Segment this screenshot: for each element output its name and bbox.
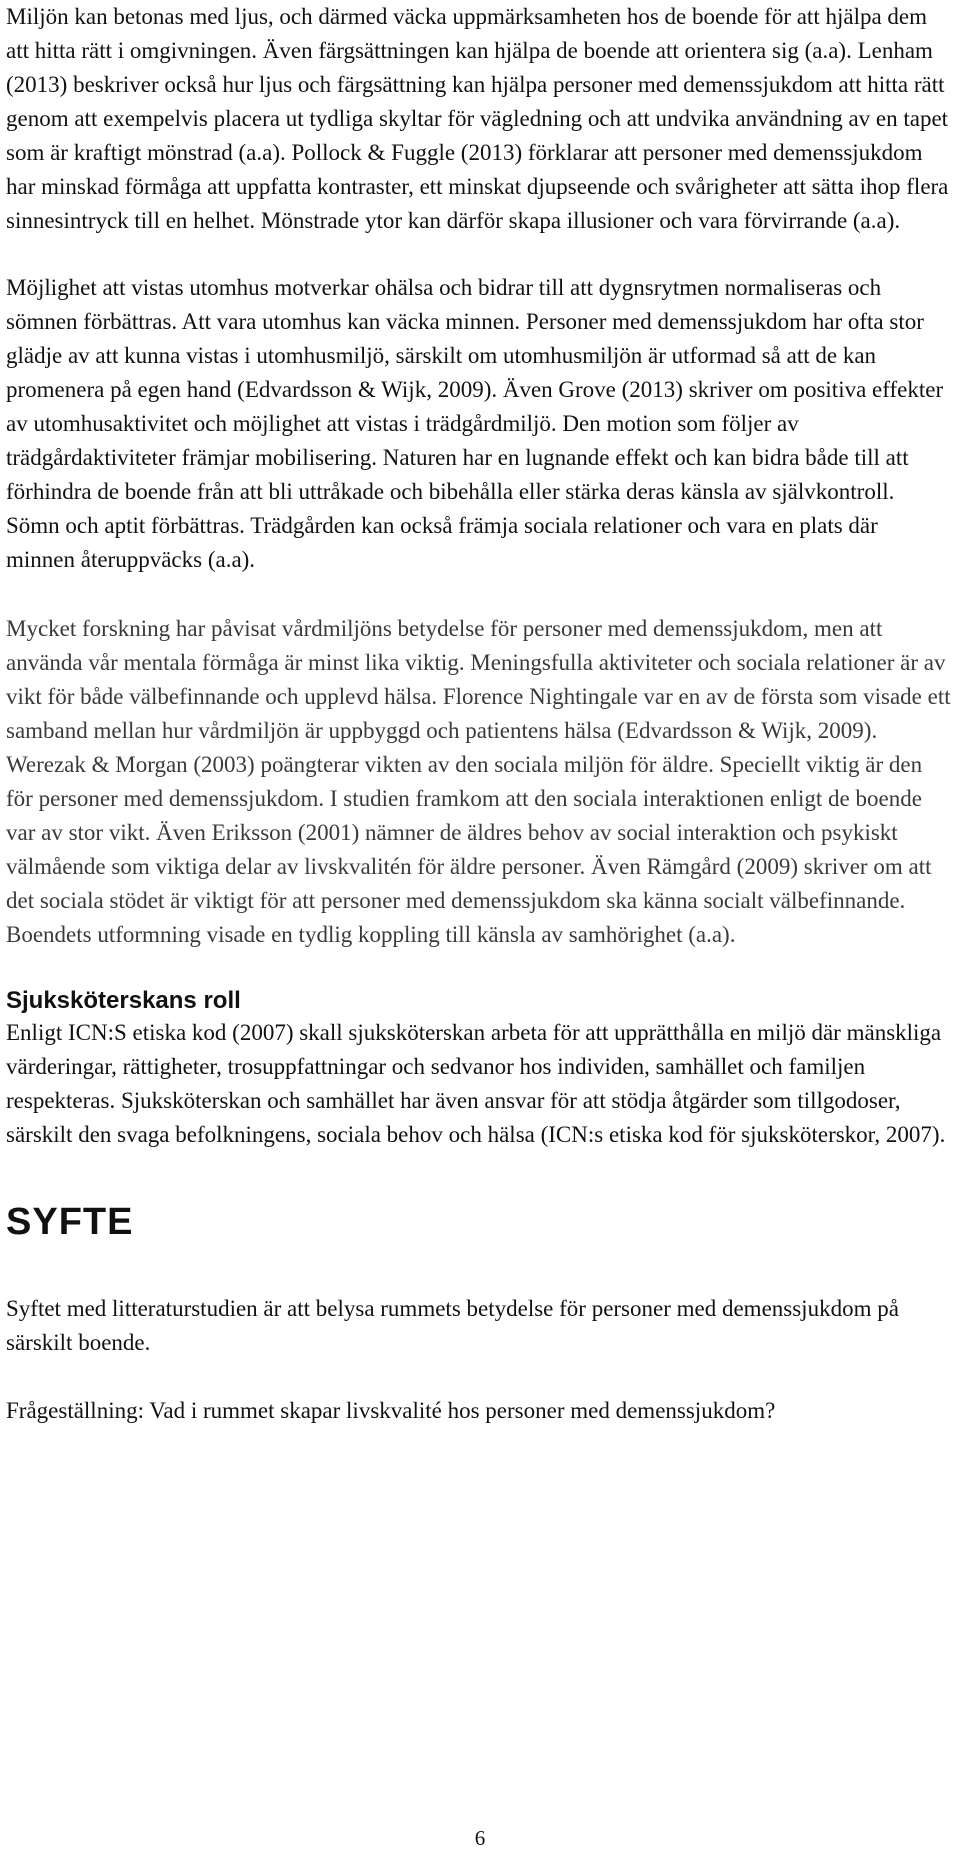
- subheading-nurse-role: Sjuksköterskans roll: [6, 987, 241, 1014]
- paragraph-research-question: Frågeställning: Vad i rummet skapar livskvalité hos personer med demenssjukdom?: [6, 1398, 776, 1423]
- document-body: [6, 0, 952, 1428]
- paragraph-lighting-colour: Miljön kan betonas med ljus, och därmed väcka uppmärksamheten hos de boende för att hjälpa dem att hitta rätt i omgivningen. Även färgsättningen kan hjälpa de boende att orientera sig (a.a). Lenham (2013) beskriver också hur ljus och färgsättning kan hjälpa personer med demenssjukdom att hitta rätt genom att exempelvis placera ut tydliga skyltar för vägledning och att undvika användning av en tapet som är kraftigt mönstrad (a.a). Pollock & Fuggle (2013) förklarar att personer med demenssjukdom har minskad förmåga att uppfatta kontraster, ett minskat djupseende och svårigheter att sätta ihop flera sinnesintryck till en helhet. Mönstrade ytor kan därför skapa illusioner och vara förvirrande (a.a).: [6, 4, 949, 233]
- paragraph-aim: Syftet med litteraturstudien är att belysa rummets betydelse för personer med demenssjukdom på särskilt boende.: [6, 1296, 899, 1355]
- paragraph-social-environment: Mycket forskning har påvisat vårdmiljöns betydelse för personer med demenssjukdom, men att använda vår mentala förmåga är minst lika viktig. Meningsfulla aktiviteter och sociala relationer är av vikt för både välbefinnande och upplevd hälsa. Florence Nightingale var en av de första som visade ett samband mellan hur vårdmiljön är uppbyggd och patientens hälsa (Edvardsson & Wijk, 2009). Werezak & Morgan (2003) poängterar vikten av den sociala miljön för äldre. Speciellt viktig är den för personer med demenssjukdom. I studien framkom att den sociala interaktionen enligt de boende var av stor vikt. Även Eriksson (2001) nämner de äldres behov av social interaktion och psykiskt välmående som viktiga delar av livskvalitén för äldre personer. Även Rämgård (2009) skriver om att det sociala stödet är viktigt för att personer med demenssjukdom ska känna socialt välbefinnande. Boendets utformning visade en tydlig koppling till känsla av samhörighet (a.a).: [6, 616, 951, 947]
- paragraph-outdoor-environment: Möjlighet att vistas utomhus motverkar ohälsa och bidrar till att dygnsrytmen normaliseras och sömnen förbättras. Att vara utomhus kan väcka minnen. Personer med demenssjukdom har ofta stor glädje av att kunna vistas i utomhusmiljö, särskilt om utomhusmiljön är utformad så att de kan promenera på egen hand (Edvardsson & Wijk, 2009). Även Grove (2013) skriver om positiva effekter av utomhusaktivitet och möjlighet att vistas i trädgårdmiljö. Den motion som följer av trädgårdaktiviteter främjar mobilisering. Naturen har en lugnande effekt och kan bidra både till att förhindra de boende från att bli uttråkade och bibehålla eller stärka deras känsla av självkontroll. Sömn och aptit förbättras. Trädgården kan också främja sociala relationer och vara en plats där minnen återuppväcks (a.a).: [6, 275, 944, 572]
- section-heading-aim: SYFTE: [6, 1201, 134, 1243]
- paragraph-nurse-role: Enligt ICN:S etiska kod (2007) skall sjuksköterskan arbeta för att upprätthålla en miljö där mänskliga värderingar, rättigheter, trosuppfattningar och sedvanor hos individen, samhället och familjen respekteras. Sjuksköterskan och samhället har även ansvar för att stödja åtgärder som tillgodoser, särskilt den svaga befolkningens, sociala behov och hälsa (ICN:s etiska kod för sjuksköterskor, 2007).: [6, 1020, 946, 1147]
- page-number: 6: [474, 1826, 486, 1850]
